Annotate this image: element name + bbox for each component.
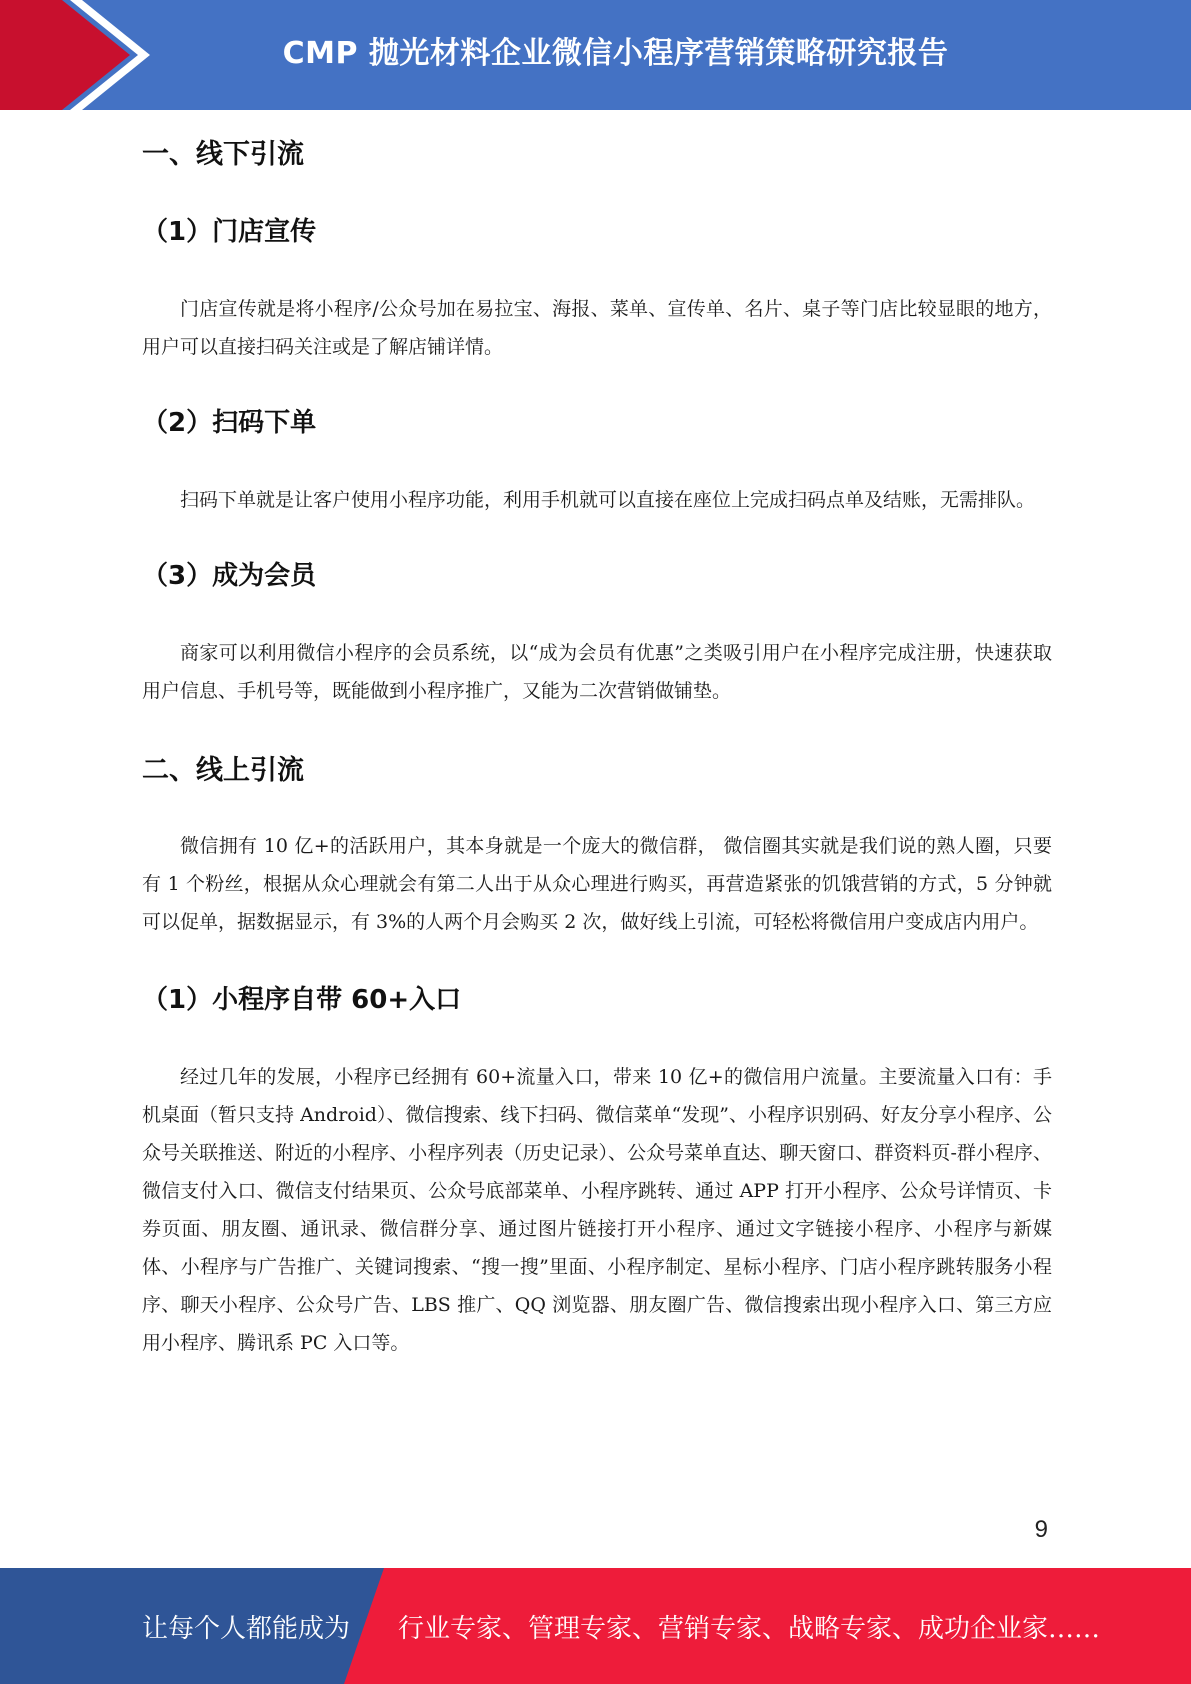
section-heading-offline: 一、线下引流 — [142, 139, 304, 170]
subheading-scan-order: （2）扫码下单 — [142, 408, 317, 438]
header-arrow-decoration — [0, 0, 150, 110]
subheading-store-promotion: （1）门店宣传 — [142, 217, 317, 247]
page-footer — [0, 1568, 1191, 1684]
page-header — [0, 0, 1191, 110]
paragraph-online-intro: 微信拥有 10 亿+的活跃用户，其本身就是一个庞大的微信群， 微信圈其实就是我们说的熟人圈，只要有 1 个粉丝，根据从众心理就会有第二人出于从众心理进行购买，再营造紧张的饥饿营销的方式，5 分钟就可以促单，据数据显示，有 3%的人两个月会购买 2 次，做好线上引流，可轻松将微信用户变成店内用户。 — [142, 835, 1052, 933]
page-number: 9 — [1034, 1516, 1048, 1543]
footer-slogan-right: 行业专家、管理专家、营销专家、战略专家、成功企业家…… — [398, 1614, 1101, 1644]
paragraph-membership: 商家可以利用微信小程序的会员系统，以“成为会员有优惠”之类吸引用户在小程序完成注册，快速获取用户信息、手机号等，既能做到小程序推广，又能为二次营销做铺垫。 — [142, 642, 1052, 702]
paragraph-store-promotion: 门店宣传就是将小程序/公众号加在易拉宝、海报、菜单、宣传单、名片、桌子等门店比较显眼的地方，用户可以直接扫码关注或是了解店铺详情。 — [142, 298, 1052, 358]
paragraph-scan-order: 扫码下单就是让客户使用小程序功能，利用手机就可以直接在座位上完成扫码点单及结账，无需排队。 — [180, 489, 1036, 511]
header-red-arrow — [0, 0, 130, 110]
footer-slogan-left: 让每个人都能成为 — [142, 1614, 351, 1644]
section-heading-online: 二、线上引流 — [142, 755, 304, 786]
paragraph-entry-points: 经过几年的发展，小程序已经拥有 60+流量入口，带来 10 亿+的微信用户流量。主要流量入口有：手机桌面（暂只支持 Android）、微信搜索、线下扫码、微信菜单“发现”、小程序识别码、好友分享小程序、公众号关联推送、附近的小程序、小程序列表（历史记录）、公众号菜单直达、聊天窗口、群资料页-群小程序、微信支付入口、微信支付结果页、公众号底部菜单、小程序跳转、通过 APP 打开小程序、公众号详情页、卡券页面、朋友圈、通讯录、微信群分享、通过图片链接打开小程序、通过文字链接小程序、小程序与新媒体、小程序与广告推广、关键词搜索、“搜一搜”里面、小程序制定、星标小程序、门店小程序跳转服务小程序、聊天小程序、公众号广告、LBS 推广、QQ 浏览器、朋友圈广告、微信搜索出现小程序入口、第三方应用小程序、腾讯系 PC 入口等。 — [142, 1066, 1052, 1354]
report-title: CMP 抛光材料企业微信小程序营销策略研究报告 — [282, 36, 949, 71]
subheading-entry-points: （1）小程序自带 60+入口 — [142, 985, 462, 1015]
main-content — [142, 128, 1052, 1362]
subheading-membership: （3）成为会员 — [142, 561, 317, 591]
